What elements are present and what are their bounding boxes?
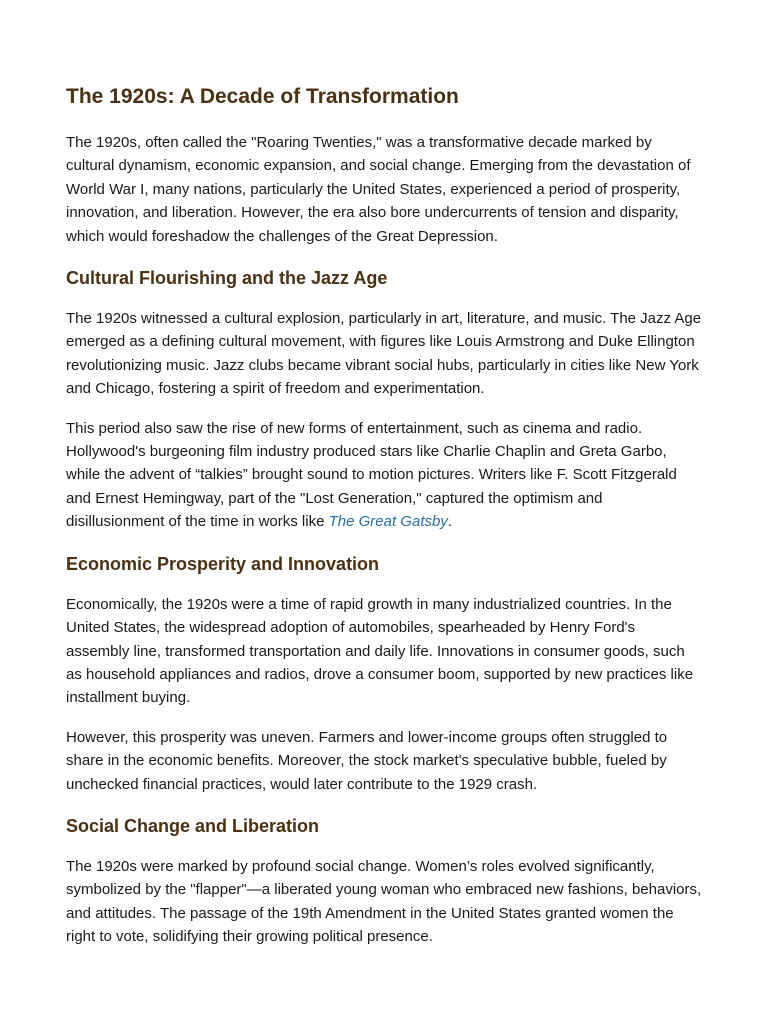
culture-paragraph-2-end: . [447,513,452,531]
culture-paragraph-2 [66,417,702,534]
section-heading-social: Social Change and Liberation [66,815,320,836]
section-heading-culture: Cultural Flourishing and the Jazz Age [66,268,388,289]
section-heading-economy: Economic Prosperity and Innovation [66,553,380,574]
culture-paragraph-1: The 1920s witnessed a cultural explosion, particularly in art, literature, and music. The Jazz Age emerged as a defining cultural movement, with figures like Louis Armstrong and Duke Ellington revolutionizing music. Jazz clubs became vibrant social hubs, particularly in cities like New York and Chicago, fostering a spirit of freedom and experimentation. [66,310,702,398]
economy-paragraph-1: Economically, the 1920s were a time of rapid growth in many industrialized countries. In the United States, the widespread adoption of automobiles, spearheaded by Henry Ford's assembly line, transformed transportation and daily life. Innovations in consumer goods, such as household appliances and radios, drove a consumer boom, supported by new practices like installment buying. [66,595,694,707]
great-gatsby-link[interactable]: The Great Gatsby [328,513,448,531]
culture-paragraph-2-text: This period also saw the rise of new forms of entertainment, such as cinema and radio. Hollywood's burgeoning film industry produced stars like Charlie Chaplin and Greta Garbo, while the advent of “talkies” brought sound to motion pictures. Writers like F. Scott Fitzgerald and Ernest Hemingway, part of the "Lost Generation," captured the optimism and disillusionment of the time in works like [66,419,677,531]
intro-paragraph: The 1920s, often called the "Roaring Twenties," was a transformative decade marked by cultural dynamism, economic expansion, and social change. Emerging from the devastation of World War I, many nations, particularly the United States, experienced a period of prosperity, innovation, and liberation. However, the era also bore undercurrents of tension and disparity, which would foreshadow the challenges of the Great Depression. [66,134,691,245]
economy-paragraph-2: However, this prosperity was uneven. Farmers and lower-income groups often struggled to share in the economic benefits. Moreover, the stock market's speculative bubble, fueled by unchecked financial practices, would later contribute to the 1929 crash. [66,728,668,793]
page-title: The 1920s: A Decade of Transformation [66,85,459,108]
social-paragraph-1: The 1920s were marked by profound social change. Women’s roles evolved significantly, symbolized by the "flapper"—a liberated young woman who embraced new fashions, behaviors, and attitudes. The passage of the 19th Amendment in the United States granted women the right to vote, solidifying their growing political presence. [66,857,702,946]
